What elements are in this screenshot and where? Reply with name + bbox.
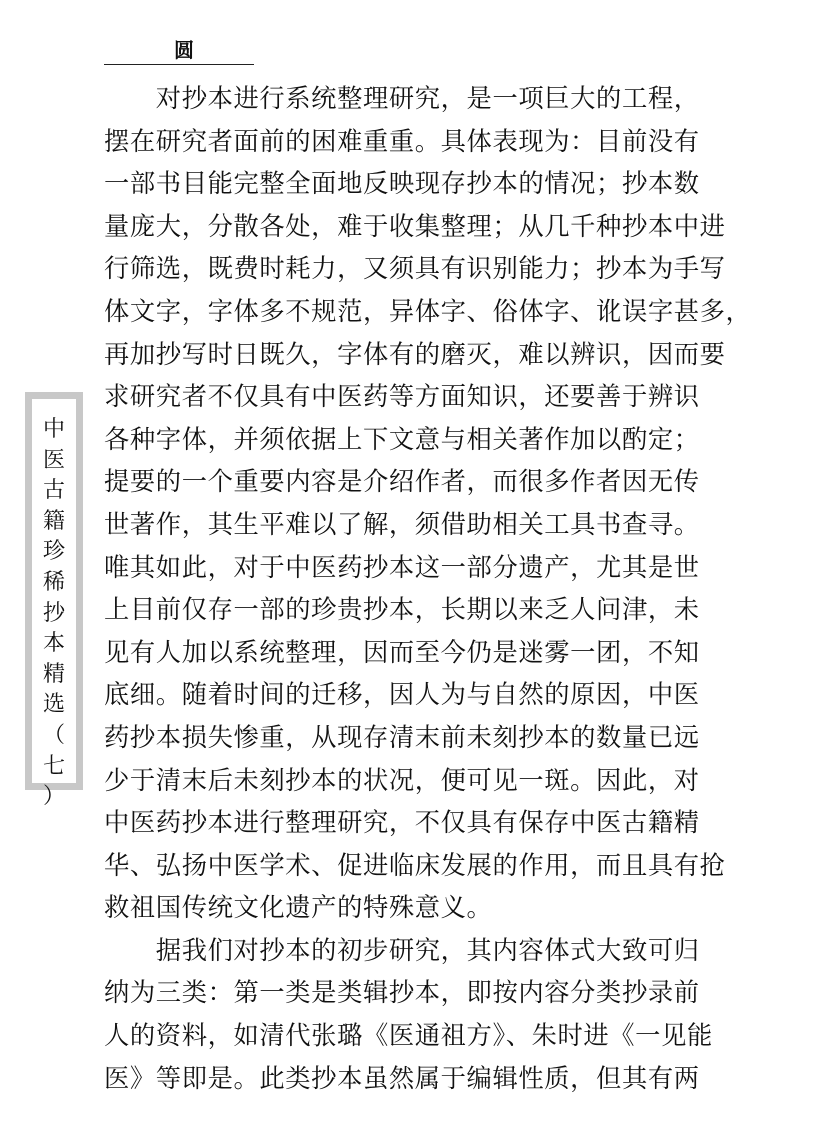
text-line: 量庞大，分散各处，难于收集整理；从几千种抄本中进: [104, 211, 726, 241]
side-tab-char: 七: [42, 753, 65, 779]
text-line: 摆在研究者面前的困难重重。具体表现为：目前没有: [104, 126, 700, 156]
text-line: 纳为三类：第一类是类辑抄本，即按内容分类抄录前: [104, 978, 700, 1008]
side-tab-char: 珍: [42, 539, 65, 565]
text-line: 底细。随着时间的迁移，因人为与自然的原因，中医: [104, 680, 700, 710]
text-line: 救祖国传统文化遗产的特殊意义。: [104, 893, 493, 923]
text-line: 据我们对抄本的初步研究，其内容体式大致可归: [104, 935, 700, 965]
side-tab-char: 中: [42, 417, 65, 442]
text-line: 对抄本进行系统整理研究，是一项巨大的工程，: [104, 84, 700, 113]
side-tab-char: 稀: [42, 569, 65, 595]
side-tab-inner: [32, 399, 76, 810]
side-tab-char: 选: [42, 692, 65, 718]
text-line: 上目前仅存一部的珍贵抄本，长期以来乏人问津，未: [104, 595, 700, 625]
text-line: 一部书目能完整全面地反映现存抄本的情况；抄本数: [104, 169, 700, 199]
side-tab-char: ）: [42, 784, 65, 810]
text-line: 再加抄写时日既久，字体有的磨灭，难以辨识，因而要: [104, 339, 726, 369]
text-line: 提要的一个重要内容是介绍作者，而很多作者因无传: [104, 467, 700, 497]
side-tab-char: 医: [42, 447, 65, 473]
text-line: 医》等即是。此类抄本虽然属于编辑性质，但其有两: [104, 1063, 700, 1093]
text-line: 少于清末后未刻抄本的状况，便可见一斑。因此，对: [104, 765, 700, 795]
side-tab-char: （: [42, 722, 65, 748]
text-line: 中医药抄本进行整理研究，不仅具有保存中医古籍精: [104, 808, 700, 838]
text-line: 各种字体，并须依据上下文意与相关著作加以酌定；: [104, 424, 700, 454]
header-title: 圆: [174, 38, 194, 62]
text-line: 唯其如此，对于中医药抄本这一部分遗产，尤其是世: [104, 552, 700, 582]
side-tab-char: 抄: [42, 600, 65, 626]
side-tab-book-title: [25, 392, 83, 810]
side-tab-char: 籍: [42, 508, 65, 534]
text-line: 华、弘扬中医学术、促进临床发展的作用，而且具有抢: [104, 850, 726, 880]
body-text: [104, 78, 752, 1100]
running-header: [104, 38, 254, 65]
side-tab-char: 精: [42, 661, 65, 687]
text-line: 体文字，字体多不规范，异体字、俗体字、讹误字甚多，: [104, 296, 752, 326]
text-line: 人的资料，如清代张璐《医通祖方》、朱时进《一见能: [104, 1021, 713, 1051]
text-line: 求研究者不仅具有中医药等方面知识，还要善于辨识: [104, 382, 700, 412]
side-tab-char: 古: [42, 478, 65, 504]
text-line: 世著作，其生平难以了解，须借助相关工具书查寻。: [104, 509, 700, 539]
side-tab-char: 本: [42, 631, 65, 657]
text-line: 行筛选，既费时耗力，又须具有识别能力；抄本为手写: [104, 254, 726, 284]
text-line: 见有人加以系统整理，因而至今仍是迷雾一团，不知: [104, 637, 700, 667]
text-line: 药抄本损失惨重，从现存清末前未刻抄本的数量已远: [104, 722, 700, 752]
